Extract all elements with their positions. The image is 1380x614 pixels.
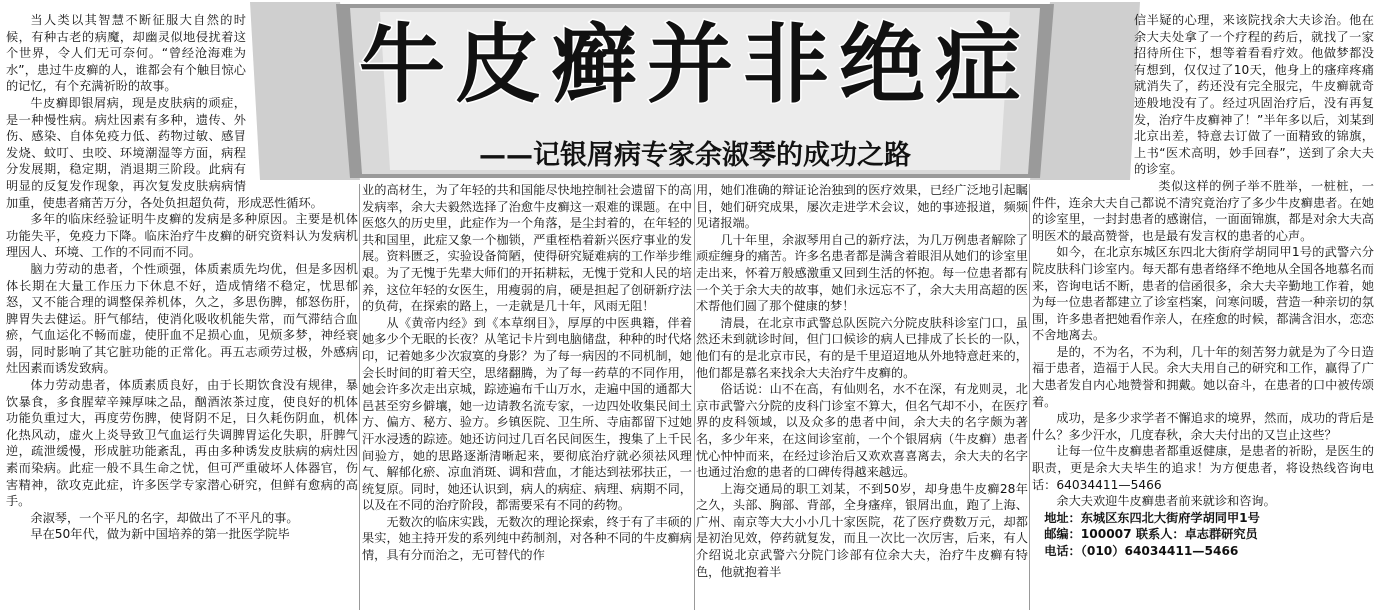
paragraph: 余大夫欢迎牛皮癣患者前来就诊和咨询。	[1056, 494, 1276, 509]
contact-postcode: 邮编：100007 联系人：卓志群研究员	[1044, 527, 1258, 542]
column-divider	[694, 184, 695, 610]
paragraph: 牛皮癣即银屑病，现是皮肤病的顽症，是一种慢性病。病灶因素有多种，遗传、外伤、感染、自体免疫力低、药物过敏、感冒发烧、蚊叮、虫咬、环境潮湿等方面，病程分发展期，稳定期，消退期三阶段。此病有明显的反复发作现象，再次复发皮肤病病情加重，使患者痛苦万分，各处负担超负荷，形成恶性循环。	[6, 95, 323, 210]
column-divider	[359, 184, 360, 610]
article-column-3	[696, 182, 1028, 612]
headline-subtitle: ——记银屑病专家余淑琴的成功之路	[479, 140, 911, 171]
paragraph: 从《黄帝内经》到《本草纲目》，厚厚的中医典籍，伴着她多少个无眠的长夜？从笔记卡片到电脑储盘，种种的时代烙印，记着她多少次寂寞的身影？为了每一病因的不同机制，她会长时间的盯着天空，思绪翻腾，为了每一药草的不同作用，她会许多次走出京城，踪迹遍布千山万水，走遍中国的通都大邑甚至穷乡僻壤，她一边请教名流专家，一边四处收集民间土方、偏方、秘方、验方。乡镇医院、卫生所、寺庙都留下过她汗水浸透的踪迹。她还访问过几百名民间医生，搜集了上千民间验方，她的思路逐渐清晰起来，要彻底治疗就必须祛风理气、解郁化瘀、凉血消斑、调和营血，才能达到祛邪扶正，一统复原。同时，她还认识到，病人的病症、病理、病期不同，以及在不同的治疗阶段，都需要采有不同的药物。	[362, 315, 692, 513]
banner-wrap-space	[246, 12, 358, 180]
column-divider	[1029, 184, 1030, 610]
paragraph: 成功，是多少求学者不懈追求的境界，然而，成功的背后是什么？多少汗水，几度春秋，余大夫付出的又岂止这些？	[1032, 411, 1374, 442]
contact-phone: 电话：（010）64034411—5466	[1044, 544, 1239, 558]
paragraph: 早在50年代，做为新中国培养的第一批医学院毕	[30, 527, 290, 542]
paragraph: 让每一位牛皮癣患者都重返健康，是患者的祈盼，是医生的职责，更是余大夫毕生的追求！为方便患者，将设热线咨询电话：64034411—5466	[1032, 444, 1374, 492]
banner-wrap-space	[1032, 12, 1134, 182]
paragraph: 业的高材生，为了年轻的共和国能尽快地控制社会遗留下的高发病率，余大夫毅然选择了治愈牛皮癣这一艰难的课题。在中医悠久的历史里，此症作为一个角落，是尘封着的，在年轻的共和国里，此症又象一个枷锁，严重桎梏着新兴医疗事业的发展。资料匮乏，实验设备简陋，使得研究疑难病的工作举步维艰。为了无愧于先辈大师们的开拓耕耘，无愧于党和人民的培养，这位年轻的女医生，用瘦弱的肩，硬是担起了创研新疗法的负荷，在探索的路上，一走就是几十年，风雨无阻！	[362, 183, 692, 314]
paragraph: 上海交通局的职工刘某，不到50岁，却身患牛皮癣28年之久，头部、胸部、背部，全身瘙痒，银屑出血，跑了上海、广州、南京等大大小小几十家医院，花了医疗费数万元，却都是初治见效，停药就复发，而且一次比一次厉害，后来，有人介绍说北京武警六分院门诊部有位余大夫，治疗牛皮癣有特色，他就抱着半	[696, 481, 1028, 579]
article-column-2	[362, 182, 692, 612]
paragraph: 用，她们准确的辩证论治独到的医疗效果，已经广泛地引起瞩目，她们研究成果，屡次走进学术会议，她的事迹报道，频频见诸报端。	[696, 183, 1028, 231]
paragraph: 是的，不为名，不为利，几十年的刻苦努力就是为了今日造福于患者，造福于人民。余大夫用自己的研究和工作，赢得了广大患者发自内心地赞誉和拥戴。她以奋斗，在患者的口中被传颂着。	[1032, 344, 1374, 409]
paragraph: 脑力劳动的患者，个性顽强，体质素质先均优，但是多因机体长期在大量工作压力下休息不好，造成情绪不稳定，忧思郁怒，又不能合理的调整保养机体，久之，多思伤脾，郁怒伤肝，脾胃失去健运。肝气郁结，使消化吸收机能失常，而气滞结合血瘀，气血运化不畅而虚，使肝血不足损心血，见烦多梦，神经衰弱，同时影响了其它脏功能的正常化。再五志顽劳过极，外感病灶因素而诱发致病。	[6, 261, 358, 376]
paragraph: 俗话说：山不在高，有仙则名，水不在深，有龙则灵，北京市武警六分院的皮科门诊室不算大，但名气却不小，在医疗界的皮科领域，以及众多的患者中间，余大夫的名字颇为著名，多少年来，在这间诊室前，一个个银屑病（牛皮癣）患者忧心忡忡而来，在经过诊治后又欢欢喜喜离去，余大夫的名字也通过治愈的患者的口碑传得越来越远。	[696, 382, 1028, 480]
paragraph: 当人类以其智慧不断征服大自然的时候，有种古老的病魔，却幽灵似地侵扰着这个世界，令人们无可奈何。“曾经沧海难为水”，患过牛皮癣的人，谁都会有个触目惊心的记忆，有个充满祈盼的故事。	[6, 13, 246, 94]
contact-address: 地址：东城区东四北大街府学胡同甲1号	[1044, 510, 1260, 525]
headline-title: 牛皮癣并非绝症	[359, 15, 1031, 115]
paragraph: 体力劳动患者，体质素质良好，由于长期饮食没有规律，暴饮暴食，多食腥荤辛辣厚味之品，酗酒浓茶过度，使良好的机体功能负重过大，再度劳伤脾，使肾阴不足，日久耗伤阴血，机体化热风动，虚火上炎导致卫气血运行失调脾胃运化失职，肝脾气逆，疏泄缓慢，形成脏功能紊乱，再由多种诱发皮肤病的病灶因素而染病。此症一般不具生命之忧，但可严重破坏人体器官，伤害精神，欲攻克此症，许多医学专家潜心研究，但鲜有愈病的高手。	[6, 378, 358, 509]
paragraph: 多年的临床经验证明牛皮癣的发病是多种原因。主要是机体功能失平，免疫力下降。临床治疗牛皮癣的研究资料认为发病机理因人、环境、工作的不同而不同。	[6, 212, 358, 260]
paragraph: 几十年里，余淑琴用自己的新疗法，为几万例患者解除了顽症缠身的痛苦。许多名患者都是满含着眼泪从她们的诊室里走出来，怀着万般感激重又回到生活的怀抱。每一位患者都有一个关于余大夫的故事，她们永远忘不了，余大夫用高超的医术帮他们圆了那个健康的梦！	[696, 232, 1028, 314]
paragraph: 余淑琴，一个平凡的名字，却做出了不平凡的事。	[30, 510, 299, 525]
paragraph: 清晨，在北京市武警总队医院六分院皮肤科诊室门口，虽然还未到就诊时间，但门口候诊的病人已排成了长长的一队，他们有的是北京市民，有的是千里迢迢地从外地特意赶来的，他们都是慕名来找余大夫治疗牛皮癣的。	[696, 315, 1028, 380]
article-column-4	[1032, 12, 1374, 612]
paragraph: 信半疑的心理，来该院找余大夫诊治。他在余大夫处拿了一个疗程的药后，就找了一家招待所住下，想等着看看疗效。他做梦都没有想到，仅仅过了10天，他身上的瘙痒疼痛就消失了，药还没有完全服完，牛皮癣就奇迹般地没有了。经过巩固治疗后，没有再复发，治疗牛皮癣神了！”半年多以后，刘某到北京出差，特意去订做了一面精致的锦旗，上书“医术高明，妙手回春”，送到了余大夫的诊室。	[1134, 13, 1374, 177]
paragraph: 类似这样的例子举不胜举，一桩桩，一件件，连余大夫自己都说不清究竟治疗了多少牛皮癣患者。在她的诊室里，一封封患者的感谢信，一面面锦旗，都是对余大夫高明医术的最高赞誉，也是最有发言权的患者的心声。	[1032, 178, 1374, 243]
paragraph: 如今，在北京东城区东四北大街府学胡同甲1号的武警六分院皮肤科门诊室内。每天都有患者络绎不绝地从全国各地慕名而来，咨询电话不断，患者的信函很多，余大夫辛勤地工作着，她为每一位患者都建立了诊室档案，问寒问暖，营造一种亲切的氛围，许多患者把她看作亲人，在痊愈的时候，都满含泪水，恋恋不舍地离去。	[1032, 245, 1374, 343]
paragraph: 无数次的临床实践，无数次的理论探索，终于有了丰硕的果实，她主持开发的系列纯中药制剂，对各种不同的牛皮癣病情，具有分而治之，无可替代的作	[362, 514, 692, 563]
article-column-1	[6, 12, 358, 612]
headline-banner	[250, 2, 1140, 180]
